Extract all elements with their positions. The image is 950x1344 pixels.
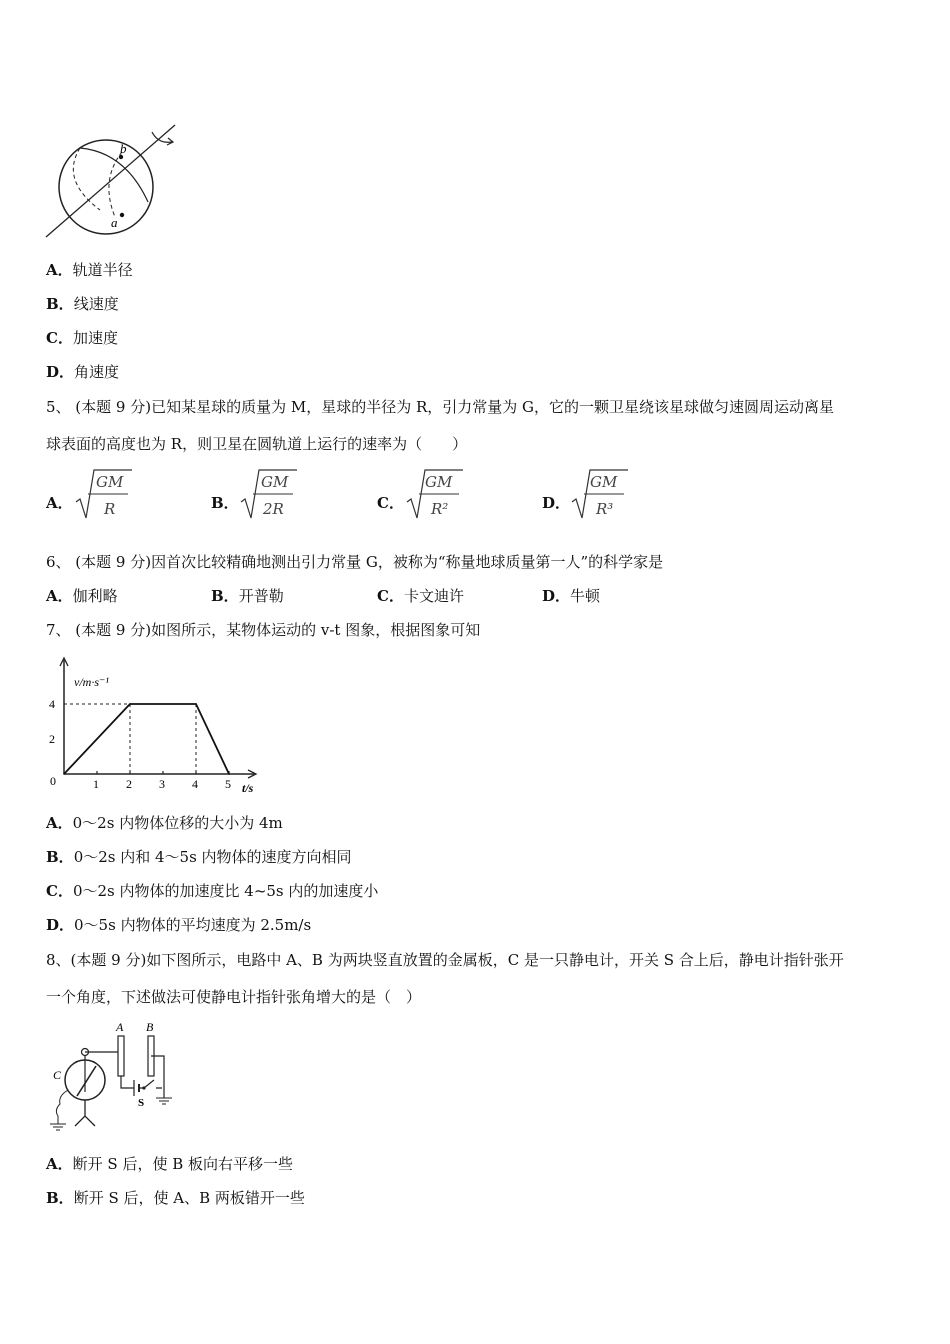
label-b: b	[120, 141, 127, 156]
point-a	[120, 213, 124, 217]
x-tick-label: 4	[192, 777, 198, 791]
series-line	[64, 704, 229, 774]
wire-bottom	[121, 1076, 134, 1088]
q8-stem-line2: 一个角度，下述做法可使静电计指针张角增大的是（ ）	[46, 988, 422, 1006]
q5-option-b: B． GM 2R	[211, 466, 321, 522]
ground-wire	[56, 1090, 68, 1124]
q8-option-a: A．断开 S 后，使 B 板向右平移一些	[46, 1155, 294, 1173]
vt-chart	[40, 650, 265, 798]
q6-stem: 6、 (本题 9 分)因首次比较精确地测出引力常量 G，被称为“称量地球质量第一人”的科学家是	[46, 553, 664, 571]
label-a: a	[111, 215, 118, 230]
rotation-arrowhead	[167, 138, 173, 145]
globe-equator-front	[80, 148, 148, 202]
q4-option-a: A．轨道半径	[46, 261, 133, 279]
q5-stem-line2: 球表面的高度也为 R，则卫星在圆轨道上运行的速率为（ ）	[46, 435, 468, 453]
origin-label: 0	[50, 774, 56, 788]
q8-stem-line1: 8、(本题 9 分)如下图所示，电路中 A、B 为两块竖直放置的金属板，C 是一只静电计，开关 S 合上后，静电计指针张开	[46, 951, 844, 969]
q5-option-c: C． GM R²	[377, 466, 487, 522]
label-switch: S	[138, 1097, 145, 1109]
data-point	[129, 703, 131, 705]
switch-s	[139, 1080, 162, 1088]
electrometer-needle	[77, 1066, 96, 1096]
q7-stem: 7、 (本题 9 分)如图所示，某物体运动的 v-t 图象，根据图象可知	[46, 621, 481, 639]
x-tick-label: 1	[93, 777, 99, 791]
q4-option-c: C．加速度	[46, 329, 118, 347]
q6-option-a: A．伽利略	[46, 587, 118, 605]
q5-option-a: A． GM R	[46, 466, 156, 522]
globe-equator-back	[73, 148, 100, 210]
plate-a	[118, 1036, 124, 1076]
globe-figure	[40, 120, 185, 245]
data-point	[195, 703, 197, 705]
q7-option-a: A．0～2s 内物体位移的大小为 4m	[46, 814, 283, 832]
q6-option-b: B．开普勒	[211, 587, 284, 605]
electrometer-stand	[75, 1100, 95, 1126]
x-tick-label: 5	[225, 777, 231, 791]
q4-option-b: B．线速度	[46, 295, 119, 313]
q7-option-c: C．0～2s 内物体的加速度比 4~5s 内的加速度小	[46, 882, 379, 900]
q8-option-b: B．断开 S 后，使 A、B 两板错开一些	[46, 1189, 305, 1207]
q5-option-d: D． GM R³	[542, 466, 652, 522]
x-axis-label: t/s	[242, 781, 254, 795]
data-point	[63, 773, 65, 775]
circuit-figure	[40, 1018, 190, 1138]
ground-symbol-right	[156, 1098, 172, 1104]
y-tick-label: 2	[49, 732, 55, 746]
q7-option-b: B．0～2s 内和 4～5s 内物体的速度方向相同	[46, 848, 352, 866]
label-plate-b: B	[146, 1020, 154, 1034]
x-tick-label: 2	[126, 777, 132, 791]
q7-option-d: D．0～5s 内物体的平均速度为 2.5m/s	[46, 916, 312, 934]
globe-latitude	[109, 152, 122, 217]
q4-option-d: D．角速度	[46, 363, 120, 381]
switch-pivot	[142, 1086, 145, 1089]
ground-symbol-left	[50, 1124, 66, 1130]
label-plate-a: A	[116, 1020, 124, 1034]
q6-option-d: D．牛顿	[542, 587, 601, 605]
y-axis-label: v/m·s⁻¹	[74, 675, 109, 689]
q5-stem-line1: 5、 (本题 9 分)已知某星球的质量为 M，星球的半径为 R，引力常量为 G，它的一颗卫星绕该星球做匀速圆周运动离星	[46, 398, 835, 416]
data-point	[228, 773, 230, 775]
y-tick-label: 4	[49, 697, 55, 711]
globe-outline	[59, 140, 153, 234]
x-tick-label: 3	[159, 777, 165, 791]
q6-option-c: C．卡文迪许	[377, 587, 464, 605]
label-electrometer: C	[53, 1068, 62, 1082]
